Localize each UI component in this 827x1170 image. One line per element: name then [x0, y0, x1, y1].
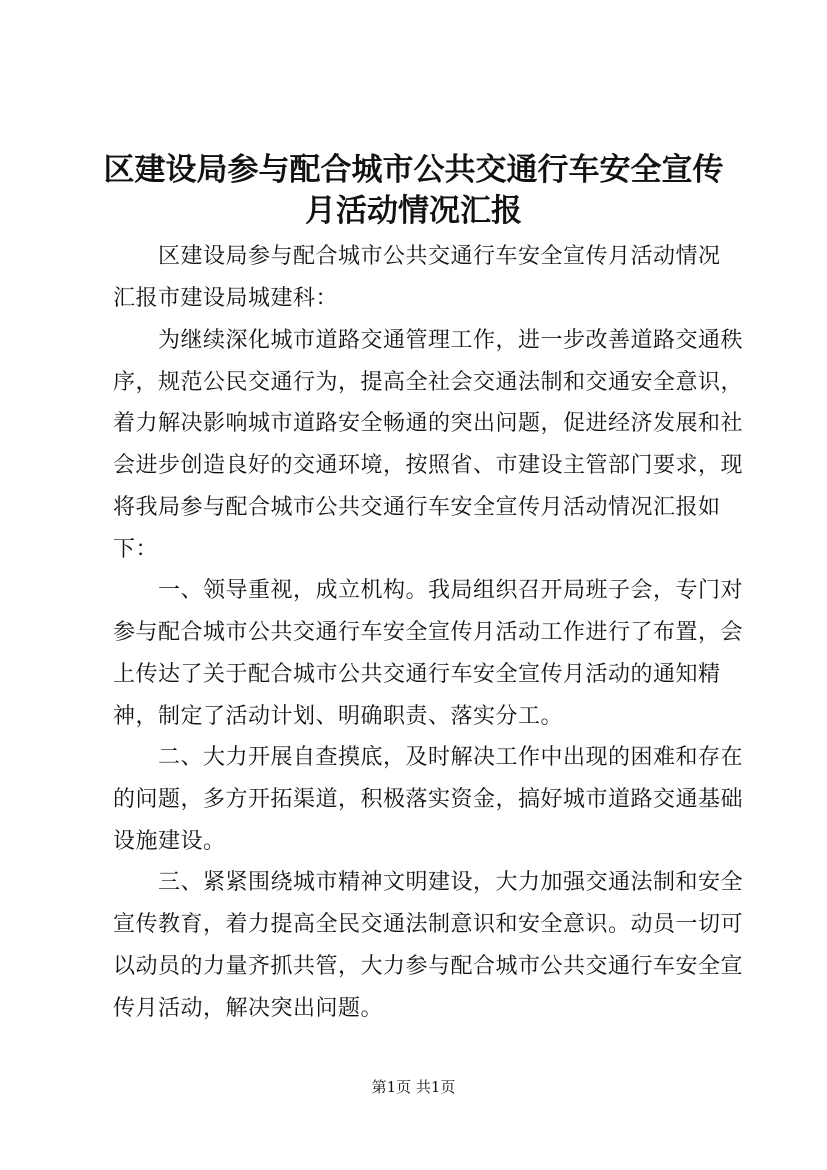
paragraph-line: 一、领导重视，成立机构。我局组织召开局班子会，专门对	[158, 578, 744, 603]
paragraph-line: 序，规范公民交通行为，提高全社会交通法制和交通安全意识，	[113, 370, 744, 395]
paragraph-line: 区建设局参与配合城市公共交通行车安全宣传月活动情况	[158, 244, 721, 269]
paragraph-line: 着力解决影响城市道路安全畅通的突出问题，促进经济发展和社	[113, 411, 744, 436]
document-title-line-2: 月活动情况汇报	[305, 193, 522, 229]
paragraph-line: 传月活动，解决突出问题。	[113, 996, 384, 1021]
paragraph-line: 神，制定了活动计划、明确职责、落实分工。	[113, 704, 564, 729]
paragraph-line: 将我局参与配合城市公共交通行车安全宣传月活动情况汇报如	[113, 495, 721, 520]
paragraph-line: 以动员的力量齐抓共管，大力参与配合城市公共交通行车安全宣	[113, 954, 744, 979]
document-title-line-1: 区建设局参与配合城市公共交通行车安全宣传	[103, 152, 724, 188]
page-footer: 第1页 共1页	[371, 1078, 456, 1096]
paragraph-line: 为继续深化城市道路交通管理工作，进一步改善道路交通秩	[158, 328, 744, 353]
paragraph-line: 的问题，多方开拓渠道，积极落实资金，搞好城市道路交通基础	[113, 787, 744, 812]
paragraph-line: 三、紧紧围绕城市精神文明建设，大力加强交通法制和安全	[158, 870, 744, 895]
paragraph-line: 设施建设。	[113, 829, 226, 854]
paragraph-line: 参与配合城市公共交通行车安全宣传月活动工作进行了布置，会	[113, 620, 744, 645]
paragraph-line: 宣传教育，着力提高全民交通法制意识和安全意识。动员一切可	[113, 912, 744, 937]
paragraph-line: 下：	[113, 537, 159, 562]
paragraph-line: 汇报市建设局城建科：	[113, 286, 339, 311]
paragraph-line: 会进步创造良好的交通环境，按照省、市建设主管部门要求，现	[113, 453, 744, 478]
paragraph-line: 二、大力开展自查摸底，及时解决工作中出现的困难和存在	[158, 745, 744, 770]
paragraph-line: 上传达了关于配合城市公共交通行车安全宣传月活动的通知精	[113, 662, 721, 687]
